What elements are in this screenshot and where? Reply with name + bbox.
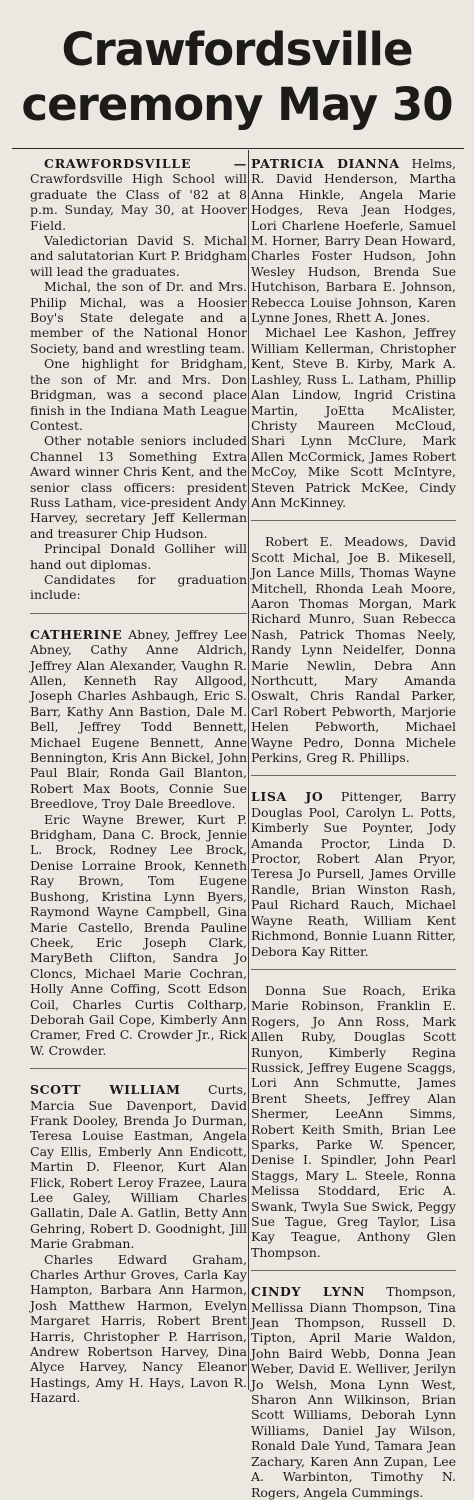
names-section — [251, 789, 456, 958]
names-paragraph — [251, 789, 456, 958]
names-section — [251, 156, 456, 510]
names-paragraph — [251, 156, 456, 325]
section-lead: SCOTT WILLIAM — [30, 1082, 181, 1098]
names-paragraph — [30, 627, 247, 812]
paragraph-text: Crawfordsville High School will graduate the Class of '82 at 8 p.m. Sunday, May 30, at Hoover Field. — [30, 171, 247, 233]
names-paragraph: Eric Wayne Brewer, Kurt P. Bridgham, Dana C. Brock, Jennie L. Brock, Rodney Lee Brock, Denise Lorraine Brook, Kenneth Ray Brown, Tom Eugene Bushong, Kristina Lynn Byers, Raymond Wayne Campbell, Gina Marie Castello, Brenda Pauline Cheek, Eric Joseph Clark, MaryBeth Clifton, Sandra Jo Cloncs, Michael Marie Cochran, Holly Anne Coffing, Scott Edson Coil, Charles Curtis Coltharp, Deborah Gail Cope, Kimberly Ann Cramer, Fred C. Crowder Jr., Rick W. Crowder. — [30, 811, 247, 1058]
names-section — [30, 1082, 247, 1406]
names-paragraph — [251, 1284, 456, 1500]
intro-paragraph — [30, 156, 247, 233]
intro-paragraph: One highlight for Bridgham, the son of Mr. and Mrs. Don Bridgman, was a second place finish in the Indiana Math League Contest. — [30, 356, 247, 433]
section-separator — [251, 969, 456, 970]
section-separator — [30, 1068, 247, 1069]
intro-paragraph: Candidates for graduation include: — [30, 571, 247, 603]
paragraph-text: Helms, R. David Henderson, Martha Anna Hinkle, Angela Marie Hodges, Reva Jean Hodges, Lori Charlene Hoeferle, Samuel M. Horner, Barry Dean Howard, Charles Foster Hudson, John Wesley Hudson, Brenda Sue Hutchison, Barbara E. Johnson, Rebecca Louise Johnson, Karen Lynne Jones, Rhett A. Jones. — [251, 156, 456, 326]
section-separator — [30, 613, 247, 614]
names-paragraph: Charles Edward Graham, Charles Arthur Groves, Carla Kay Hampton, Barbara Ann Harmon, Josh Matthew Harmon, Evelyn Margaret Harris, Robert Brent Harris, Christopher P. Harrison, Andrew Robertson Harvey, Dina Alyce Harvey, Nancy Eleanor Hastings, Amy H. Hays, Lavon R. Hazard. — [30, 1251, 247, 1406]
headline — [0, 22, 474, 132]
section-lead: PATRICIA DIANNA — [251, 156, 400, 171]
headline-rule — [12, 148, 464, 149]
intro-paragraph: Michal, the son of Dr. and Mrs. Philip Michal, was a Hoosier Boy's State delegate and a member of the National Honor Society, band and wrestling team. — [30, 279, 247, 356]
dateline: CRAWFORDSVILLE — — [44, 156, 247, 171]
paragraph-text: Pittenger, Barry Douglas Pool, Carolyn L. Potts, Kimberly Sue Poynter, Jody Amanda Proctor, Linda D. Proctor, Robert Alan Pryor, Teresa Jo Pursell, James Orville Randle, Brian Winston Rash, Paul Richard Rauch, Michael Wayne Reath, William Kent Richmond, Bonnie Luann Ritter, Debora Kay Ritter. — [251, 789, 457, 959]
intro-block — [30, 156, 247, 603]
paragraph-text: Curts, Marcia Sue Davenport, David Frank Dooley, Brenda Jo Durman, Teresa Louise Eastman, Angela Cay Ellis, Emberly Ann Endicott, Martin D. Fleenor, Kurt Alan Flick, Robert Leroy Frazee, Laura Lee Galey, William Charles Gallatin, Dale A. Gatlin, Betty Ann Gehring, Robert D. Goodnight, Jill Marie Grabman. — [30, 1082, 247, 1252]
names-section — [251, 983, 456, 1260]
names-section — [30, 627, 247, 1058]
names-section — [251, 1284, 456, 1500]
headline-line-2: ceremony May 30 — [21, 78, 453, 131]
section-separator — [251, 775, 456, 776]
names-paragraph — [30, 1082, 247, 1251]
names-paragraph: Donna Sue Roach, Erika Marie Robinson, Franklin E. Rogers, Jo Ann Ross, Mark Allen Ruby, Douglas Scott Runyon, Kimberly Regina Russick, Jeffrey Eugene Scaggs, Lori Ann Schmutte, James Brent Sheets, Jeffrey Alan Shermer, LeeAnn Simms, Robert Keith Smith, Brian Lee Sparks, Parke W. Spencer, Denise I. Spindler, John Pearl Staggs, Mary L. Steele, Ronna Melissa Stoddard, Eric A. Swank, Twyla Sue Swick, Peggy Sue Tague, Greg Taylor, Lisa Kay Teague, Anthony Glen Thompson. — [251, 982, 456, 1260]
names-section — [251, 534, 456, 765]
intro-paragraph: Other notable seniors included Channel 13 Something Extra Award winner Chris Kent, and the senior class officers: president Russ Latham, vice-president Andy Harvey, secretary Jeff Kellerman and treasurer Chip Hudson. — [30, 433, 247, 541]
names-paragraph: Michael Lee Kashon, Jeffrey William Kellerman, Christopher Kent, Steve B. Kirby, Mark A. Lashley, Russ L. Latham, Phillip Alan Lindow, Ingrid Cristina Martin, JoEtta McAlister, Christy Maureen McCloud, Shari Lynn McClure, Mark Allen McCormick, James Robert McCoy, Mike Scott McIntyre, Steven Patrick McKee, Cindy Ann McKinney. — [251, 325, 456, 510]
section-separator — [251, 520, 456, 521]
paragraph-text: Thompson, Mellissa Diann Thompson, Tina Jean Thompson, Russell D. Tipton, April Marie Waldon, John Baird Webb, Donna Jean Weber, David E. Welliver, Jerilyn Jo Welsh, Mona Lynn West, Sharon Ann Wilkinson, Brian Scott Williams, Deborah Lynn Williams, Daniel Jay Wilson, Ronald Dale Yund, Tamara Jean Zachary, Karen Ann Zupan, Lee A. Warbinton, Timothy N. Rogers, Angela Cummings. — [251, 1284, 456, 1500]
names-paragraph: Robert E. Meadows, David Scott Michal, Joe B. Mikesell, Jon Lance Mills, Thomas Wayne Mitchell, Rhonda Leah Moore, Aaron Thomas Morgan, Mark Richard Munro, Suan Rebecca Nash, Patrick Thomas Neely, Randy Lynn Neidelfer, Donna Marie Newlin, Debra Ann Northcutt, Mary Amanda Oswalt, Chris Randal Parker, Carl Robert Pebworth, Marjorie Helen Pebworth, Michael Wayne Pedro, Donna Michele Perkins, Greg R. Phillips. — [251, 534, 456, 766]
section-lead: CATHERINE — [30, 626, 123, 642]
section-lead: CINDY LYNN — [251, 1284, 366, 1300]
section-lead: LISA JO — [251, 789, 324, 805]
intro-paragraph: Principal Donald Golliher will hand out diplomas. — [30, 541, 247, 572]
intro-paragraph: Valedictorian David S. Michal and salutatorian Kurt P. Bridgham will lead the graduates. — [30, 233, 247, 279]
left-column — [30, 156, 247, 1406]
headline-line-1: Crawfordsville — [61, 23, 413, 76]
section-separator — [251, 1270, 456, 1271]
right-column — [251, 156, 456, 1500]
paragraph-text: Abney, Jeffrey Lee Abney, Cathy Anne Aldrich, Jeffrey Alan Alexander, Vaughn R. Allen, Kenneth Ray Allgood, Joseph Charles Ashbaugh, Eric S. Barr, Kathy Ann Bastion, Dale M. Bell, Jeffrey Todd Bennett, Michael Eugene Bennett, Anne Bennington, Kris Ann Bickel, John Paul Blair, Ronda Gail Blanton, Robert Max Boots, Connie Sue Breedlove, Troy Dale Breedlove. — [30, 626, 247, 812]
column-divider — [248, 150, 249, 1390]
